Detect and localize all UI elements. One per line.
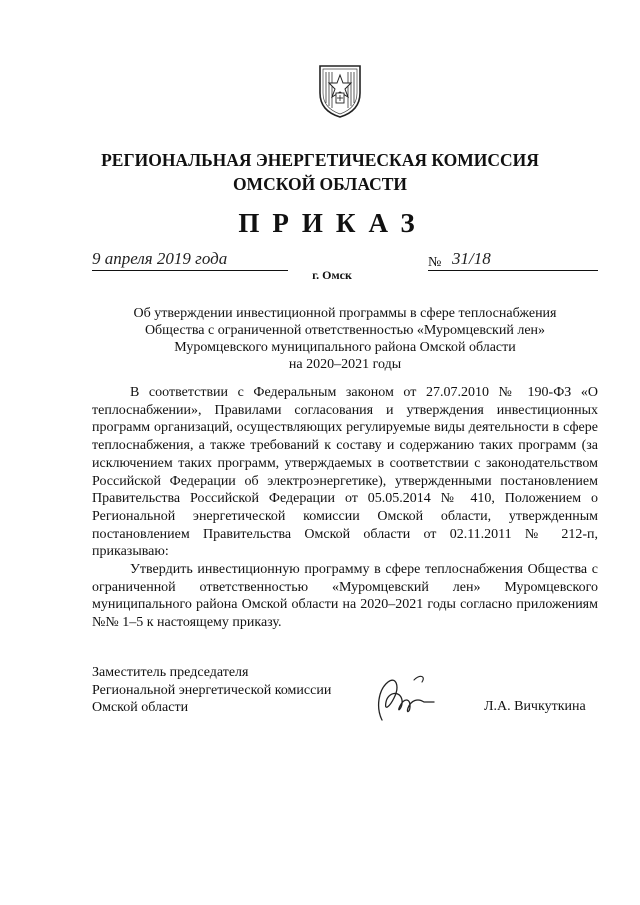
- signer-position: [92, 664, 331, 717]
- body-paragraph-1: В соответствии с Федеральным законом от 27.07.2010 № 190-ФЗ «О теплоснабжении», Правилами согласования и утверждения инвестиционных программ организаций, осуществляющих регулируемые виды деятельности в сфере теплоснабжения, а также требований к составу и содержанию таких программ (за исключением таких программ, утверждаемых в соответствии с законодательством Российской Федерации об электроэнергетике), утвержденными постановлением Правительства Российской Федерации от 05.05.2014 № 410, Положением о Региональной энергетической комиссии Омской области, утвержденным постановлением Правительства Омской области от 02.11.2011 № 212-п, приказываю:: [92, 385, 598, 560]
- organization-line-1: РЕГИОНАЛЬНАЯ ЭНЕРГЕТИЧЕСКАЯ КОМИССИЯ: [101, 150, 539, 170]
- number-sign: №: [428, 255, 442, 270]
- organization-name: [0, 148, 640, 196]
- order-number: 31/18: [452, 249, 491, 268]
- document-title: ПРИКАЗ: [238, 208, 428, 238]
- order-date: 9 апреля 2019 года: [92, 249, 228, 268]
- signer-position-line-3: Омской области: [92, 700, 189, 715]
- city: г. Омск: [312, 268, 352, 282]
- signer-position-line-2: Региональной энергетической комиссии: [92, 682, 332, 698]
- subject-line-2: Общества с ограниченной ответственностью «Муромцевский лен»: [144, 323, 546, 338]
- signer-name: Л.А. Вичкуткина: [484, 699, 586, 714]
- body-paragraph-2: Утвердить инвестиционную программу в сфере теплоснабжения Общества с ограниченной ответственностью «Муромцевский лен» Муромцевского муниципального района Омской области на 2020–2021 годы согласно приложениям №№ 1–5 к настоящему приказу.: [92, 562, 598, 631]
- organization-line-2: ОМСКОЙ ОБЛАСТИ: [232, 174, 408, 194]
- subject-line-1: Об утверждении инвестиционной программы в сфере теплоснабжения: [133, 306, 557, 321]
- order-body: [92, 384, 598, 632]
- subject-line-3: Муромцевского муниципального района Омской области: [174, 340, 516, 355]
- coat-of-arms-icon: [317, 63, 363, 119]
- subject-line-4: на 2020–2021 годы: [288, 357, 402, 372]
- signer-position-line-1: Заместитель председателя: [92, 665, 249, 680]
- order-subject: [90, 305, 600, 373]
- signature-icon: [370, 668, 440, 730]
